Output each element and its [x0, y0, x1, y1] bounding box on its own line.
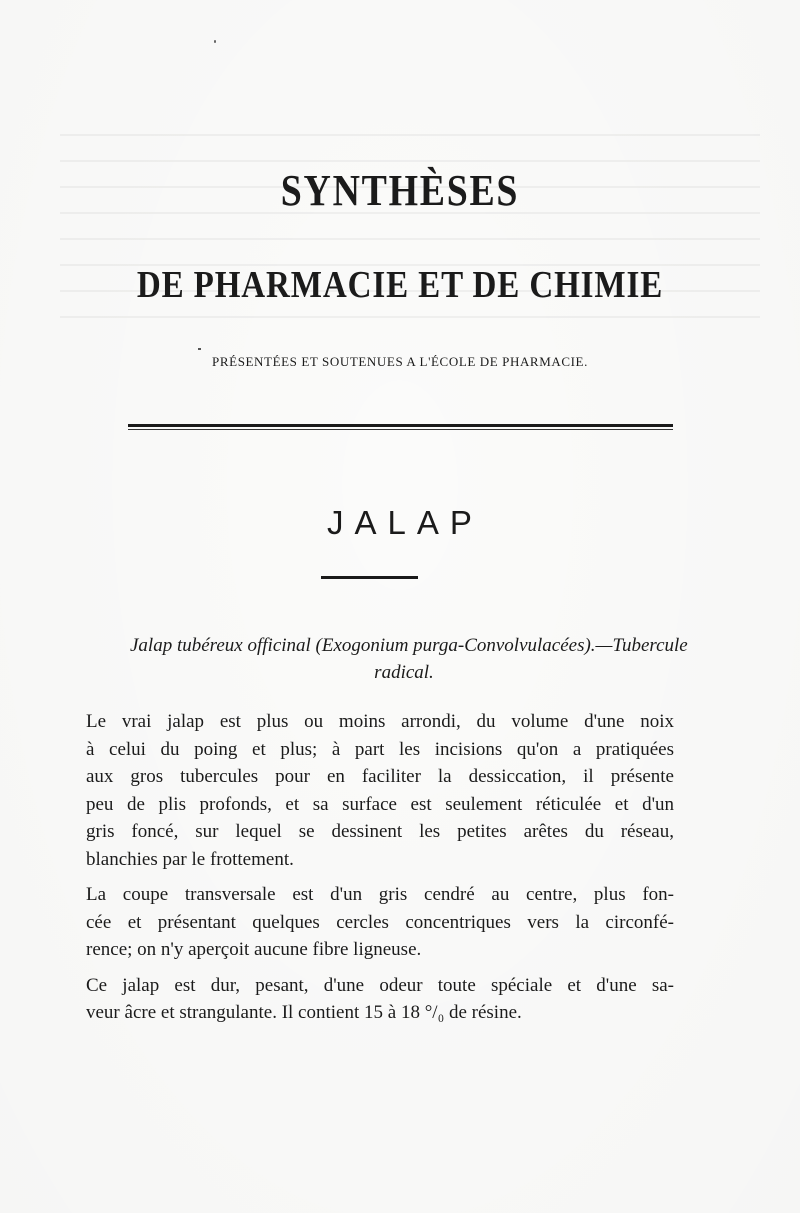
specimen-caption — [130, 632, 688, 686]
text-line: Ce jalap est dur, pesant, d'une odeur toute spéciale et d'une sa- — [86, 974, 674, 996]
caption-line-1: Jalap tubéreux officinal (Exogonium purga-Convolvulacées).—Tubercule — [130, 635, 688, 656]
section-title: JALAP — [327, 504, 483, 541]
section-rule — [321, 576, 418, 579]
text-line: La coupe transversale est d'un gris cendré au centre, plus fon- — [86, 884, 674, 905]
text-line: veur âcre et strangulante. Il contient 15 à 18 °/₀ de résine. — [86, 1002, 522, 1023]
body-text — [86, 708, 674, 1035]
text-line: blanchies par le frottement. — [86, 848, 294, 870]
page-title: SYNTHÈSES — [280, 166, 520, 215]
text-line: Le vrai jalap est plus ou moins arrondi, du volume d'une noix — [86, 711, 674, 732]
ghost-line — [60, 160, 760, 162]
header-rule-thin — [128, 429, 673, 430]
text-line: à celui du poing et plus; à part les incisions qu'on a pratiquées — [86, 738, 674, 760]
print-speck — [214, 40, 216, 43]
header-rule-thick — [128, 424, 673, 427]
ghost-line — [60, 134, 760, 136]
ghost-line — [60, 316, 760, 318]
text-line: gris foncé, sur lequel se dessinent les petites arêtes du réseau, — [86, 821, 674, 842]
caption-line-2: radical. — [374, 662, 434, 683]
presented-line: PRÉSENTÉES ET SOUTENUES A L'ÉCOLE DE PHARMACIE. — [212, 354, 588, 369]
paragraph-1 — [86, 708, 674, 873]
text-line: rence; on n'y aperçoit aucune fibre ligneuse. — [86, 939, 422, 960]
ghost-line — [60, 238, 760, 240]
paragraph-3 — [86, 972, 674, 1027]
text-line: peu de plis profonds, et sa surface est seulement réticulée et d'un — [86, 793, 674, 815]
text-line: aux gros tubercules pour en faciliter la dessiccation, il présente — [86, 766, 674, 787]
text-line: cée et présentant quelques cercles concentriques vers la circonfé- — [86, 911, 674, 933]
print-speck — [198, 348, 201, 350]
paragraph-2 — [86, 881, 674, 964]
page-subtitle: DE PHARMACIE ET DE CHIMIE — [136, 264, 664, 306]
